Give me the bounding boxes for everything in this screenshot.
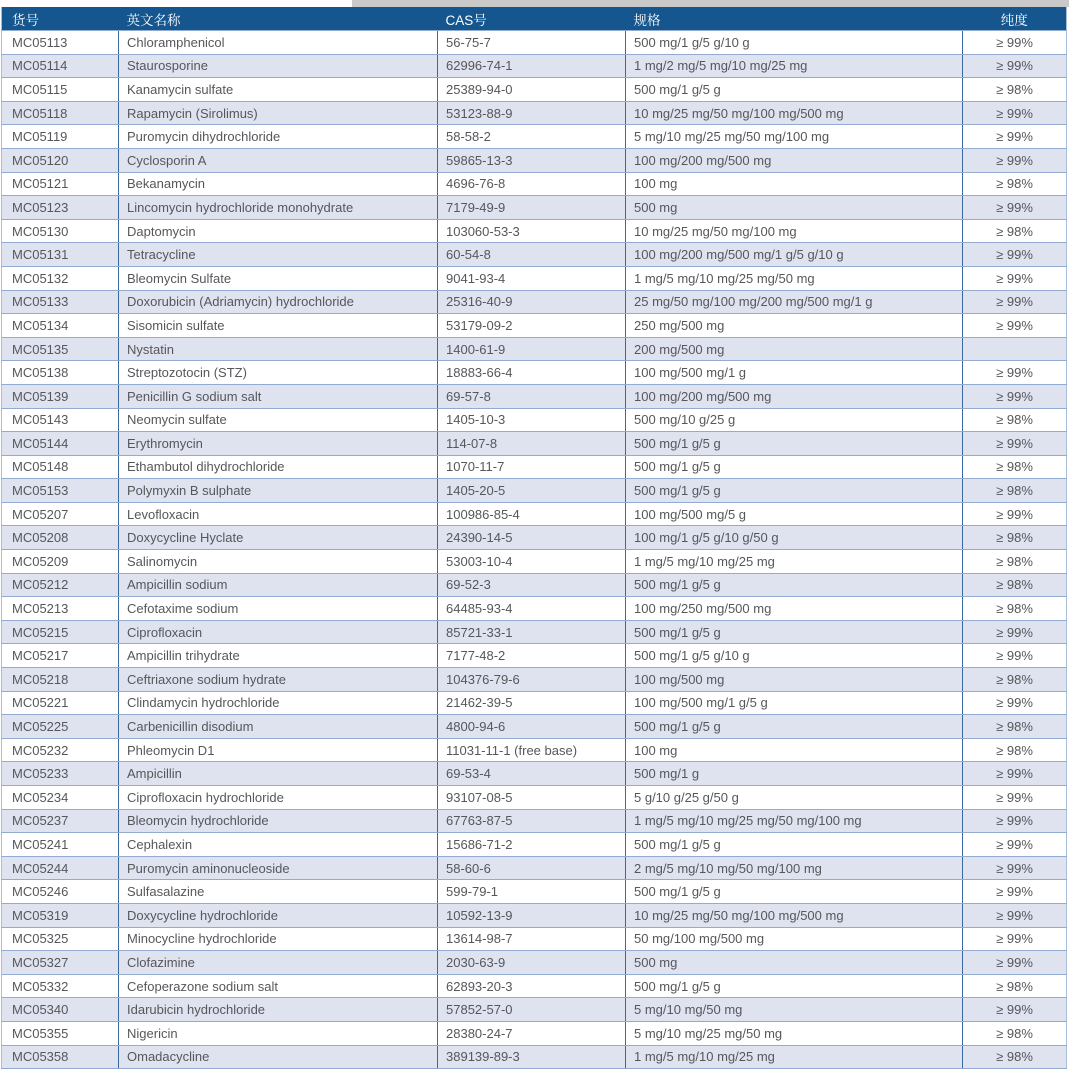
cell-cas: 9041-93-4 (438, 266, 626, 290)
cell-sku: MC05221 (2, 691, 119, 715)
cell-spec: 500 mg/1 g/5 g/10 g (626, 31, 963, 55)
cell-purity: ≥ 98% (963, 219, 1067, 243)
cell-name: Omadacycline (119, 1045, 438, 1069)
cell-cas: 56-75-7 (438, 31, 626, 55)
cell-cas: 11031-11-1 (free base) (438, 738, 626, 762)
table-row (2, 762, 1067, 786)
cell-spec: 500 mg/1 g/5 g (626, 479, 963, 503)
cell-sku: MC05132 (2, 266, 119, 290)
cell-spec: 2 mg/5 mg/10 mg/50 mg/100 mg (626, 856, 963, 880)
cell-purity: ≥ 98% (963, 408, 1067, 432)
cell-purity: ≥ 98% (963, 738, 1067, 762)
cell-cas: 100986-85-4 (438, 502, 626, 526)
cell-name: Cefotaxime sodium (119, 597, 438, 621)
cell-name: Staurosporine (119, 54, 438, 78)
cell-name: Levofloxacin (119, 502, 438, 526)
table-row (2, 644, 1067, 668)
cell-purity: ≥ 98% (963, 172, 1067, 196)
table-row (2, 479, 1067, 503)
cell-sku: MC05327 (2, 951, 119, 975)
cell-purity: ≥ 99% (963, 856, 1067, 880)
cell-sku: MC05232 (2, 738, 119, 762)
cell-name: Cefoperazone sodium salt (119, 974, 438, 998)
cell-name: Rapamycin (Sirolimus) (119, 101, 438, 125)
cell-spec: 500 mg/1 g/5 g (626, 974, 963, 998)
column-header-name: 英文名称 (119, 7, 438, 31)
cell-spec: 500 mg/1 g/5 g (626, 432, 963, 456)
cell-sku: MC05217 (2, 644, 119, 668)
cell-cas: 10592-13-9 (438, 903, 626, 927)
cell-spec: 100 mg/500 mg/1 g (626, 361, 963, 385)
cell-sku: MC05121 (2, 172, 119, 196)
cell-sku: MC05135 (2, 337, 119, 361)
cell-name: Sisomicin sulfate (119, 314, 438, 338)
cell-purity: ≥ 99% (963, 290, 1067, 314)
cell-purity: ≥ 99% (963, 125, 1067, 149)
cell-name: Idarubicin hydrochloride (119, 998, 438, 1022)
cell-name: Nystatin (119, 337, 438, 361)
column-header-purity: 纯度 (963, 7, 1067, 31)
table-row (2, 219, 1067, 243)
cell-sku: MC05355 (2, 1021, 119, 1045)
cell-name: Streptozotocin (STZ) (119, 361, 438, 385)
product-catalog-table (1, 7, 1067, 1069)
cell-cas: 57852-57-0 (438, 998, 626, 1022)
table-row (2, 738, 1067, 762)
cell-name: Nigericin (119, 1021, 438, 1045)
cell-cas: 1070-11-7 (438, 455, 626, 479)
cell-sku: MC05237 (2, 809, 119, 833)
table-row (2, 314, 1067, 338)
table-row (2, 101, 1067, 125)
cell-purity: ≥ 99% (963, 384, 1067, 408)
cell-spec: 100 mg/500 mg/1 g/5 g (626, 691, 963, 715)
cell-name: Ampicillin trihydrate (119, 644, 438, 668)
cell-name: Salinomycin (119, 550, 438, 574)
cell-name: Sulfasalazine (119, 880, 438, 904)
cell-spec: 500 mg/1 g/5 g (626, 455, 963, 479)
cell-spec: 25 mg/50 mg/100 mg/200 mg/500 mg/1 g (626, 290, 963, 314)
table-row (2, 125, 1067, 149)
table-row (2, 974, 1067, 998)
table-row (2, 880, 1067, 904)
table-row (2, 432, 1067, 456)
cell-name: Bekanamycin (119, 172, 438, 196)
cell-cas: 104376-79-6 (438, 668, 626, 692)
cell-name: Lincomycin hydrochloride monohydrate (119, 196, 438, 220)
cell-spec: 100 mg/200 mg/500 mg (626, 384, 963, 408)
cell-cas: 93107-08-5 (438, 786, 626, 810)
cell-purity (963, 337, 1067, 361)
cell-purity: ≥ 99% (963, 786, 1067, 810)
cell-spec: 50 mg/100 mg/500 mg (626, 927, 963, 951)
cell-spec: 500 mg/1 g/5 g (626, 833, 963, 857)
cell-sku: MC05209 (2, 550, 119, 574)
table-row (2, 337, 1067, 361)
cell-spec: 500 mg/1 g/5 g (626, 573, 963, 597)
cell-name: Ciprofloxacin hydrochloride (119, 786, 438, 810)
cell-cas: 1405-20-5 (438, 479, 626, 503)
cell-purity: ≥ 99% (963, 809, 1067, 833)
cell-spec: 10 mg/25 mg/50 mg/100 mg (626, 219, 963, 243)
cell-cas: 53003-10-4 (438, 550, 626, 574)
table-row (2, 856, 1067, 880)
cell-cas: 4800-94-6 (438, 715, 626, 739)
cell-purity: ≥ 99% (963, 31, 1067, 55)
top-strip-gray-band (352, 0, 1069, 7)
cell-name: Carbenicillin disodium (119, 715, 438, 739)
table-row (2, 927, 1067, 951)
cell-purity: ≥ 98% (963, 550, 1067, 574)
cell-cas: 69-52-3 (438, 573, 626, 597)
cell-cas: 114-07-8 (438, 432, 626, 456)
cell-purity: ≥ 99% (963, 54, 1067, 78)
table-row (2, 668, 1067, 692)
cell-cas: 4696-76-8 (438, 172, 626, 196)
cell-cas: 28380-24-7 (438, 1021, 626, 1045)
cell-sku: MC05113 (2, 31, 119, 55)
table-row (2, 1045, 1067, 1069)
cell-purity: ≥ 99% (963, 927, 1067, 951)
table-body (2, 31, 1067, 1069)
cell-name: Neomycin sulfate (119, 408, 438, 432)
cell-sku: MC05130 (2, 219, 119, 243)
cell-name: Puromycin aminonucleoside (119, 856, 438, 880)
cell-purity: ≥ 99% (963, 502, 1067, 526)
table-row (2, 691, 1067, 715)
cell-sku: MC05234 (2, 786, 119, 810)
cell-purity: ≥ 99% (963, 833, 1067, 857)
cell-sku: MC05246 (2, 880, 119, 904)
cell-purity: ≥ 99% (963, 880, 1067, 904)
cell-spec: 1 mg/5 mg/10 mg/25 mg/50 mg/100 mg (626, 809, 963, 833)
cell-spec: 500 mg/1 g/5 g/10 g (626, 644, 963, 668)
cell-sku: MC05225 (2, 715, 119, 739)
cell-name: Bleomycin Sulfate (119, 266, 438, 290)
cell-name: Clindamycin hydrochloride (119, 691, 438, 715)
cell-sku: MC05131 (2, 243, 119, 267)
cell-purity: ≥ 99% (963, 432, 1067, 456)
cell-sku: MC05208 (2, 526, 119, 550)
cell-purity: ≥ 99% (963, 620, 1067, 644)
cell-cas: 60-54-8 (438, 243, 626, 267)
cell-cas: 389139-89-3 (438, 1045, 626, 1069)
cell-sku: MC05139 (2, 384, 119, 408)
cell-cas: 62996-74-1 (438, 54, 626, 78)
cell-name: Minocycline hydrochloride (119, 927, 438, 951)
cell-spec: 500 mg/1 g/5 g (626, 78, 963, 102)
cell-purity: ≥ 98% (963, 974, 1067, 998)
cell-cas: 62893-20-3 (438, 974, 626, 998)
cell-sku: MC05119 (2, 125, 119, 149)
column-header-cas: CAS号 (438, 7, 626, 31)
cell-spec: 500 mg/1 g/5 g (626, 880, 963, 904)
cell-sku: MC05207 (2, 502, 119, 526)
cell-cas: 69-57-8 (438, 384, 626, 408)
table-row (2, 172, 1067, 196)
cell-sku: MC05233 (2, 762, 119, 786)
cell-sku: MC05332 (2, 974, 119, 998)
cell-name: Ethambutol dihydrochloride (119, 455, 438, 479)
table-row (2, 31, 1067, 55)
cell-spec: 500 mg/10 g/25 g (626, 408, 963, 432)
cell-cas: 21462-39-5 (438, 691, 626, 715)
cell-cas: 1405-10-3 (438, 408, 626, 432)
cell-name: Cephalexin (119, 833, 438, 857)
cell-spec: 10 mg/25 mg/50 mg/100 mg/500 mg (626, 903, 963, 927)
cell-sku: MC05120 (2, 148, 119, 172)
cell-name: Bleomycin hydrochloride (119, 809, 438, 833)
cell-purity: ≥ 98% (963, 1045, 1067, 1069)
cell-spec: 5 g/10 g/25 g/50 g (626, 786, 963, 810)
cell-purity: ≥ 99% (963, 361, 1067, 385)
cell-purity: ≥ 98% (963, 455, 1067, 479)
cell-sku: MC05148 (2, 455, 119, 479)
table-row (2, 715, 1067, 739)
cell-name: Tetracycline (119, 243, 438, 267)
cell-sku: MC05241 (2, 833, 119, 857)
cell-cas: 53179-09-2 (438, 314, 626, 338)
cell-purity: ≥ 99% (963, 644, 1067, 668)
cell-sku: MC05244 (2, 856, 119, 880)
column-header-sku: 货号 (2, 7, 119, 31)
table-row (2, 903, 1067, 927)
cell-purity: ≥ 99% (963, 314, 1067, 338)
cell-spec: 5 mg/10 mg/25 mg/50 mg/100 mg (626, 125, 963, 149)
cell-purity: ≥ 98% (963, 1021, 1067, 1045)
cell-sku: MC05213 (2, 597, 119, 621)
table-row (2, 196, 1067, 220)
cell-name: Clofazimine (119, 951, 438, 975)
table-row (2, 243, 1067, 267)
table-row (2, 78, 1067, 102)
cell-purity: ≥ 98% (963, 78, 1067, 102)
table-row (2, 786, 1067, 810)
cell-purity: ≥ 99% (963, 266, 1067, 290)
cell-cas: 69-53-4 (438, 762, 626, 786)
cell-cas: 25316-40-9 (438, 290, 626, 314)
cell-sku: MC05115 (2, 78, 119, 102)
cell-spec: 500 mg/1 g/5 g (626, 620, 963, 644)
cell-cas: 599-79-1 (438, 880, 626, 904)
cell-cas: 53123-88-9 (438, 101, 626, 125)
cell-sku: MC05215 (2, 620, 119, 644)
cell-cas: 13614-98-7 (438, 927, 626, 951)
table-row (2, 290, 1067, 314)
cell-purity: ≥ 99% (963, 101, 1067, 125)
cell-purity: ≥ 98% (963, 668, 1067, 692)
cell-purity: ≥ 99% (963, 951, 1067, 975)
cell-name: Daptomycin (119, 219, 438, 243)
table-row (2, 951, 1067, 975)
cell-cas: 58-60-6 (438, 856, 626, 880)
table-row (2, 833, 1067, 857)
cell-cas: 25389-94-0 (438, 78, 626, 102)
cell-cas: 15686-71-2 (438, 833, 626, 857)
cell-spec: 1 mg/2 mg/5 mg/10 mg/25 mg (626, 54, 963, 78)
cell-name: Doxycycline hydrochloride (119, 903, 438, 927)
cell-name: Doxycycline Hyclate (119, 526, 438, 550)
cell-purity: ≥ 99% (963, 243, 1067, 267)
cell-sku: MC05340 (2, 998, 119, 1022)
table-row (2, 408, 1067, 432)
cell-name: Cyclosporin A (119, 148, 438, 172)
cell-purity: ≥ 99% (963, 762, 1067, 786)
top-strip (0, 0, 1069, 7)
table-row (2, 998, 1067, 1022)
cell-sku: MC05144 (2, 432, 119, 456)
cell-sku: MC05133 (2, 290, 119, 314)
cell-purity: ≥ 98% (963, 715, 1067, 739)
cell-name: Chloramphenicol (119, 31, 438, 55)
cell-sku: MC05123 (2, 196, 119, 220)
table-row (2, 361, 1067, 385)
table-row (2, 809, 1067, 833)
cell-spec: 500 mg (626, 951, 963, 975)
cell-cas: 24390-14-5 (438, 526, 626, 550)
cell-name: Ampicillin sodium (119, 573, 438, 597)
cell-cas: 2030-63-9 (438, 951, 626, 975)
cell-spec: 100 mg (626, 172, 963, 196)
cell-name: Phleomycin D1 (119, 738, 438, 762)
cell-cas: 58-58-2 (438, 125, 626, 149)
cell-spec: 100 mg/250 mg/500 mg (626, 597, 963, 621)
cell-spec: 250 mg/500 mg (626, 314, 963, 338)
cell-sku: MC05319 (2, 903, 119, 927)
table-row (2, 597, 1067, 621)
cell-name: Kanamycin sulfate (119, 78, 438, 102)
table-row (2, 502, 1067, 526)
cell-sku: MC05118 (2, 101, 119, 125)
cell-name: Doxorubicin (Adriamycin) hydrochloride (119, 290, 438, 314)
cell-spec: 10 mg/25 mg/50 mg/100 mg/500 mg (626, 101, 963, 125)
cell-spec: 200 mg/500 mg (626, 337, 963, 361)
cell-sku: MC05153 (2, 479, 119, 503)
cell-spec: 5 mg/10 mg/50 mg (626, 998, 963, 1022)
cell-purity: ≥ 99% (963, 148, 1067, 172)
cell-cas: 103060-53-3 (438, 219, 626, 243)
cell-purity: ≥ 99% (963, 196, 1067, 220)
cell-name: Ciprofloxacin (119, 620, 438, 644)
cell-sku: MC05143 (2, 408, 119, 432)
cell-cas: 67763-87-5 (438, 809, 626, 833)
table-row (2, 526, 1067, 550)
cell-sku: MC05134 (2, 314, 119, 338)
cell-cas: 7177-48-2 (438, 644, 626, 668)
cell-cas: 85721-33-1 (438, 620, 626, 644)
header-row (2, 7, 1067, 31)
cell-spec: 100 mg/1 g/5 g/10 g/50 g (626, 526, 963, 550)
cell-purity: ≥ 98% (963, 597, 1067, 621)
cell-name: Ampicillin (119, 762, 438, 786)
cell-sku: MC05218 (2, 668, 119, 692)
cell-name: Ceftriaxone sodium hydrate (119, 668, 438, 692)
cell-spec: 5 mg/10 mg/25 mg/50 mg (626, 1021, 963, 1045)
cell-spec: 100 mg/500 mg/5 g (626, 502, 963, 526)
cell-spec: 500 mg/1 g (626, 762, 963, 786)
cell-name: Polymyxin B sulphate (119, 479, 438, 503)
cell-cas: 59865-13-3 (438, 148, 626, 172)
table-row (2, 1021, 1067, 1045)
table-row (2, 620, 1067, 644)
table-row (2, 550, 1067, 574)
cell-name: Erythromycin (119, 432, 438, 456)
cell-spec: 1 mg/5 mg/10 mg/25 mg/50 mg (626, 266, 963, 290)
cell-spec: 500 mg (626, 196, 963, 220)
cell-spec: 100 mg/500 mg (626, 668, 963, 692)
table-row (2, 384, 1067, 408)
table-row (2, 54, 1067, 78)
cell-sku: MC05212 (2, 573, 119, 597)
cell-name: Penicillin G sodium salt (119, 384, 438, 408)
cell-sku: MC05325 (2, 927, 119, 951)
table-row (2, 148, 1067, 172)
table-row (2, 455, 1067, 479)
cell-spec: 100 mg/200 mg/500 mg/1 g/5 g/10 g (626, 243, 963, 267)
cell-cas: 7179-49-9 (438, 196, 626, 220)
cell-cas: 1400-61-9 (438, 337, 626, 361)
cell-purity: ≥ 98% (963, 573, 1067, 597)
column-header-spec: 规格 (626, 7, 963, 31)
cell-cas: 64485-93-4 (438, 597, 626, 621)
cell-cas: 18883-66-4 (438, 361, 626, 385)
cell-purity: ≥ 98% (963, 479, 1067, 503)
cell-name: Puromycin dihydrochloride (119, 125, 438, 149)
cell-spec: 500 mg/1 g/5 g (626, 715, 963, 739)
cell-sku: MC05114 (2, 54, 119, 78)
cell-spec: 1 mg/5 mg/10 mg/25 mg (626, 550, 963, 574)
cell-sku: MC05138 (2, 361, 119, 385)
cell-purity: ≥ 99% (963, 903, 1067, 927)
cell-spec: 100 mg (626, 738, 963, 762)
cell-spec: 1 mg/5 mg/10 mg/25 mg (626, 1045, 963, 1069)
table-row (2, 573, 1067, 597)
cell-purity: ≥ 99% (963, 691, 1067, 715)
cell-purity: ≥ 98% (963, 526, 1067, 550)
cell-sku: MC05358 (2, 1045, 119, 1069)
table-row (2, 266, 1067, 290)
cell-spec: 100 mg/200 mg/500 mg (626, 148, 963, 172)
cell-purity: ≥ 99% (963, 998, 1067, 1022)
